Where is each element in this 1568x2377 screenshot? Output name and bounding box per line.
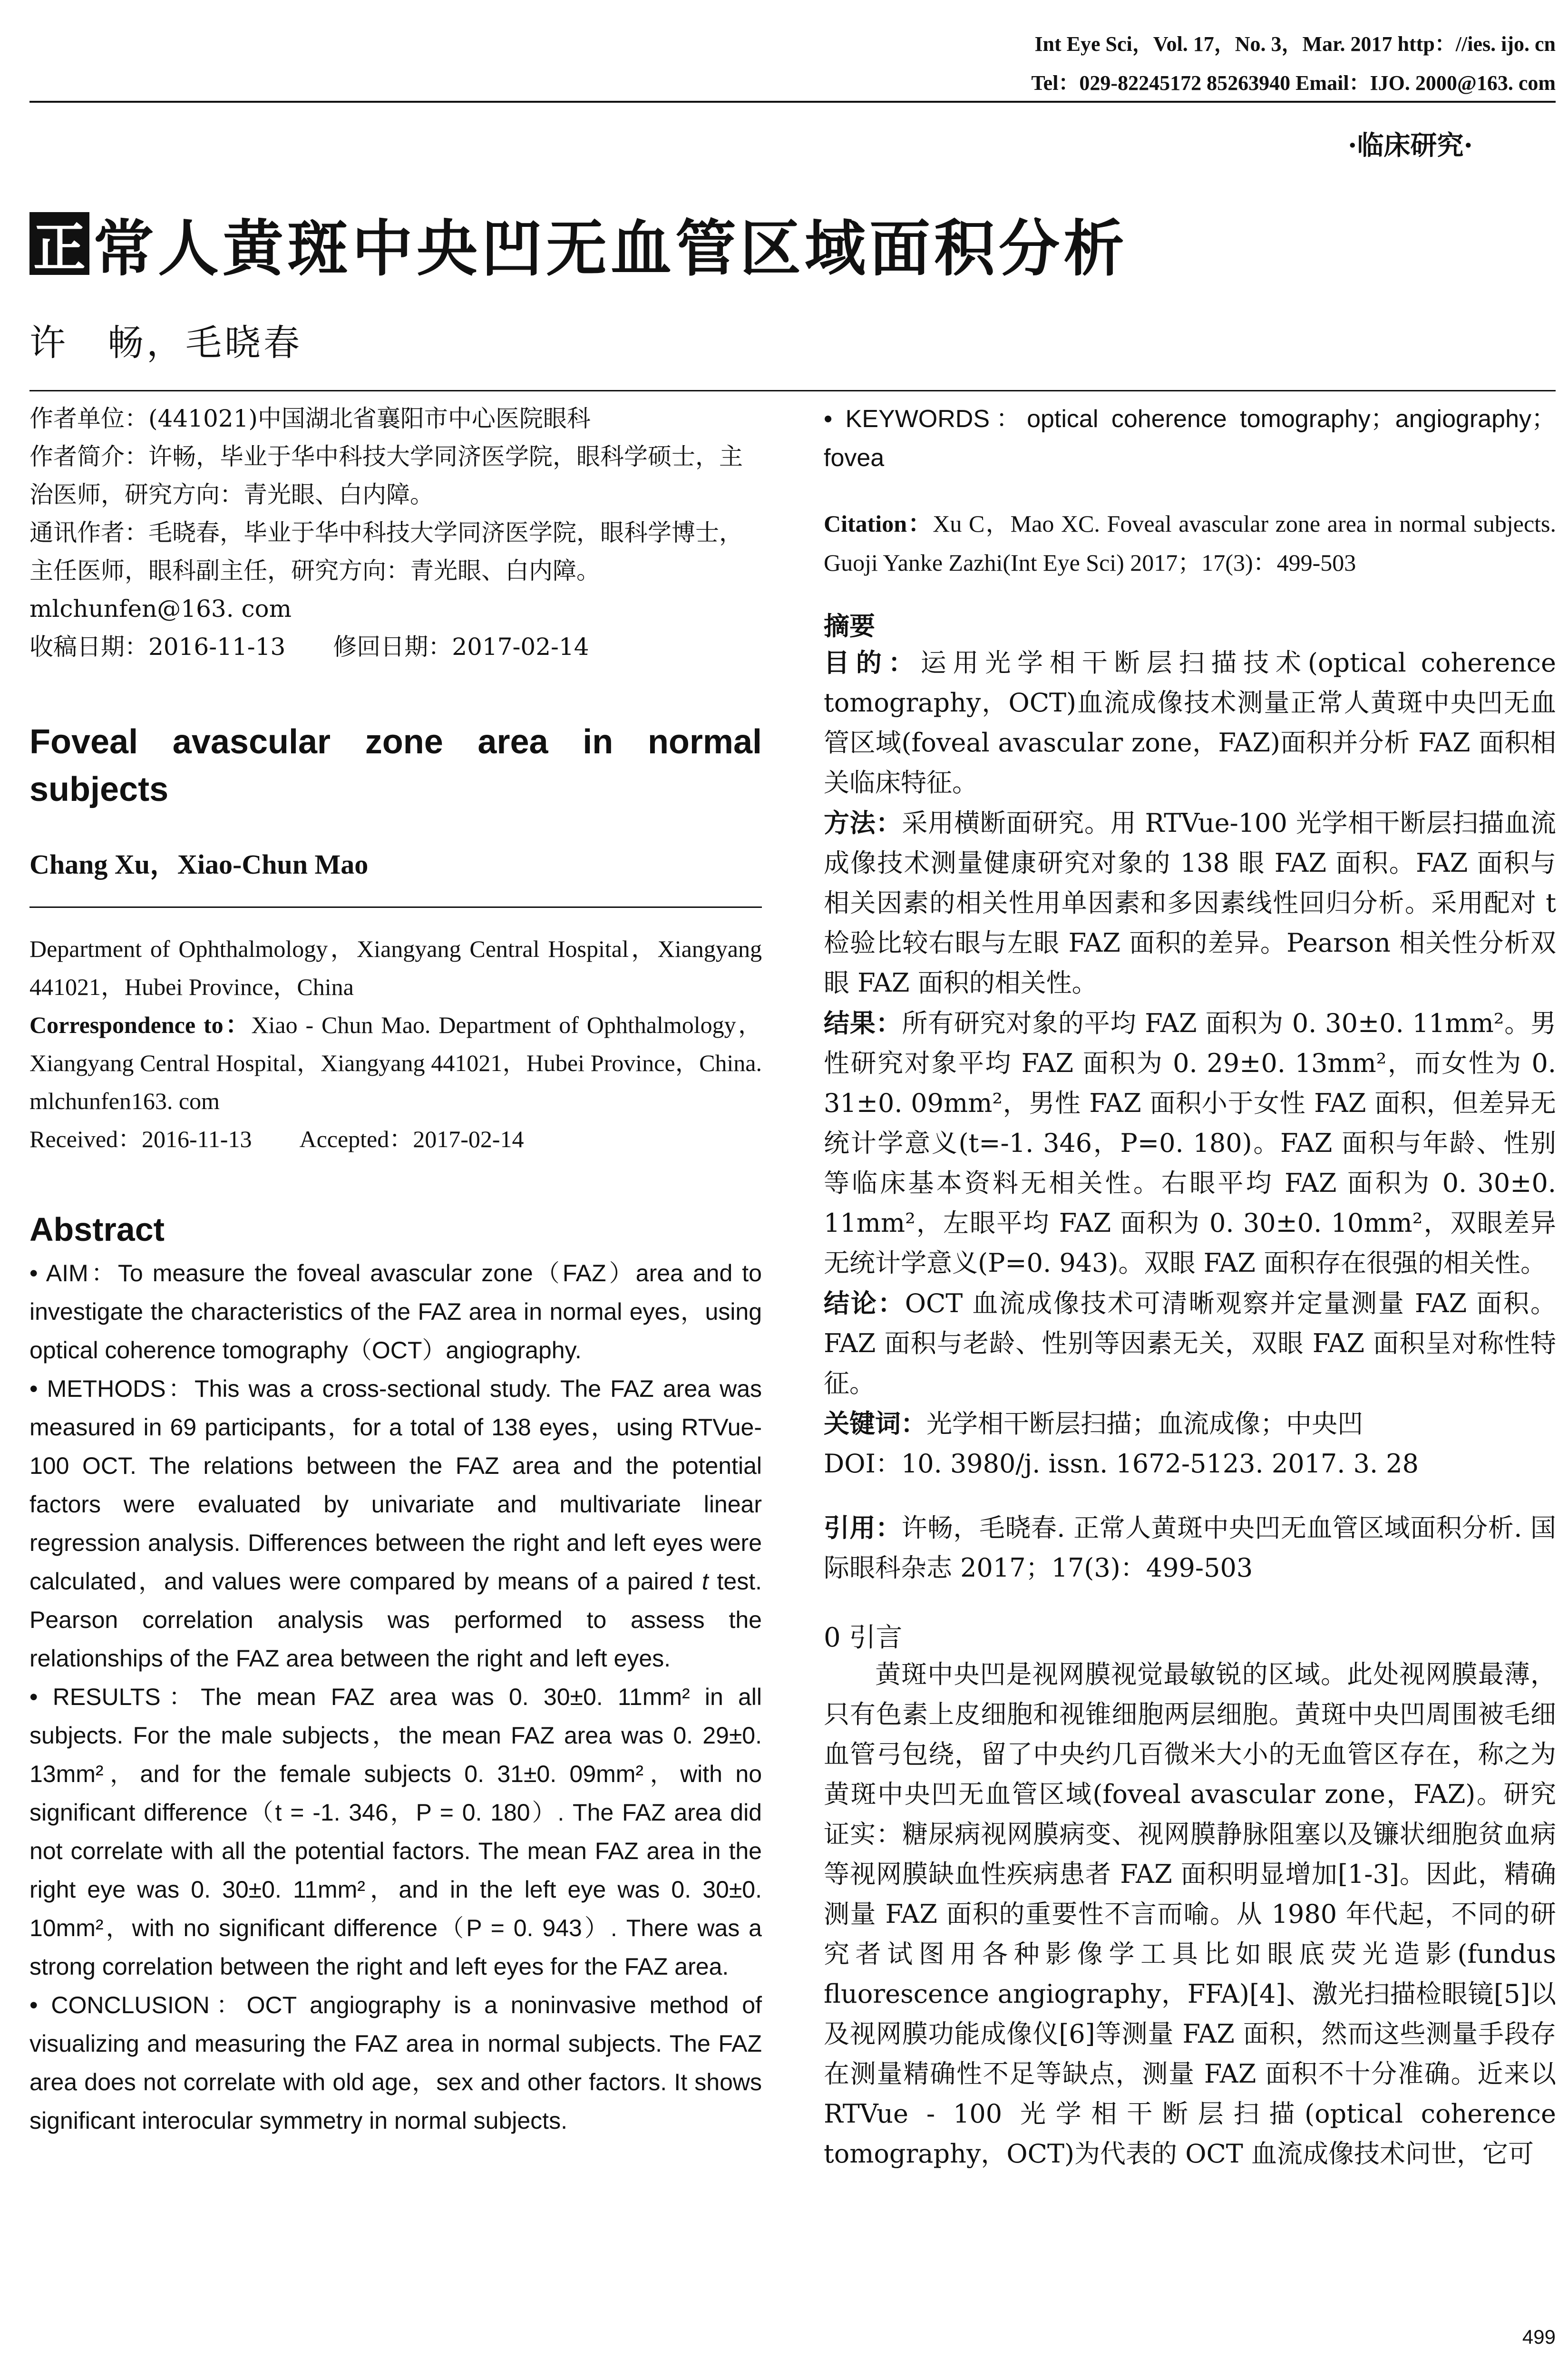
english-authors: Chang Xu，Xiao-Chun Mao <box>29 849 369 880</box>
citation-cn: 引用：许畅，毛晓春. 正常人黄斑中央凹无血管区域面积分析. 国际眼科杂志 2017；17(3)：499-503 <box>824 1512 1556 1583</box>
abstract-aim: • AIM：To measure the foveal avascular zone（FAZ）area and to investigate the characteristics of the FAZ area in normal eyes，using optical coherence tomography（OCT）angiography. <box>29 1260 762 1364</box>
received-accepted: Received：2016-11-13 Accepted：2017-02-14 <box>29 1126 524 1152</box>
doi: DOI：10. 3980/j. issn. 1672-5123. 2017. 3. 28 <box>824 1449 1419 1479</box>
intro-body <box>824 1655 1556 2174</box>
section-label: ·临床研究· <box>1348 130 1473 161</box>
right-column <box>824 399 1556 2174</box>
intro-heading: 0 引言 <box>824 1622 903 1653</box>
intro-paragraph: 黄斑中央凹是视网膜视觉最敏锐的区域。此处视网膜最薄，只有色素上皮细胞和视锥细胞两层细胞。黄斑中央凹周围被毛细血管弓包绕，留了中央约几百微米大小的无血管区存在，称之为黄斑中央凹无血管区域(foveal avascular zone，FAZ)。研究证实：糖尿病视网膜病变、视网膜静脉阻塞以及镰状细胞贫血病等视网膜缺血性疾病患者 FAZ 面积明显增加[1-3]。因此，精确测量 FAZ 面积的重要性不言而喻。从 1980 年代起，不同的研究者试图用各种影像学工具比如眼底荧光造影(fundus fluorescence angiography，FFA)[4]、激光扫描检眼镜[5]以及视网膜功能成像仪[6]等测量 FAZ 面积，然而这些测量手段存在测量精确性不足等缺点，测量 FAZ 面积不十分准确。近来以 RTVue - 100 光学相干断层扫描(optical coherence tomography，OCT)为代表的 OCT 血流成像技术问世，它可 <box>824 1659 1556 2169</box>
citation-label: Citation： <box>824 510 933 537</box>
title-text: 常人黄斑中央凹无血管区域面积分析 <box>93 213 1129 284</box>
author-divider <box>29 906 762 908</box>
abstract-cn-result: 结果：所有研究对象的平均 FAZ 面积为 0. 30±0. 11mm²。男性研究对象平均 FAZ 面积为 0. 29±0. 13mm²，而女性为 0. 31±0. 09mm²，男性 FAZ 面积小于女性 FAZ 面积，但差异无统计学意义(t=-1. 346，P=0. 180)。FAZ 面积与年龄、性别等临床基本资料无相关性。右眼平均 FAZ 面积为 0. 30±0. 11mm²，左眼平均 FAZ 面积为 0. 30±0. 10mm²，双眼差异无统计学意义(P=0. 943)。双眼 FAZ 面积存在很强的相关性。 <box>824 1008 1557 1278</box>
department: Department of Ophthalmology，Xiangyang Central Hospital，Xiangyang 441021，Hubei Province，China <box>29 935 762 1000</box>
title-first-char: 正 <box>29 212 89 275</box>
abstract-cn-body <box>824 643 1556 1484</box>
abstract-cn-aim: 目的：运用光学相干断层扫描技术(optical coherence tomography，OCT)血流成像技术测量正常人黄斑中央凹无血管区域(foveal avascular zone，FAZ)面积并分析 FAZ 面积相关临床特征。 <box>824 647 1557 798</box>
dates-cn: 收稿日期：2016-11-13 修回日期：2017-02-14 <box>29 633 589 661</box>
abstract-cn-method: 方法：采用横断面研究。用 RTVue-100 光学相干断层扫描血流成像技术测量健康研究对象的 138 眼 FAZ 面积。FAZ 面积与相关因素的相关性用单因素和多因素线性回归分析。采用配对 t 检验比较右眼与左眼 FAZ 面积的差异。Pearson 相关性分析双眼 FAZ 面积的相关性。 <box>824 808 1557 998</box>
page-number: 499 <box>1522 2326 1556 2348</box>
journal-header-line2: Tel：029-82245172 85263940 Email：IJO. 2000@163. com <box>1031 71 1556 95</box>
abstract-results: • RESULTS：The mean FAZ area was 0. 30±0. 11mm² in all subjects. For the male subjects，the mean FAZ area was 0. 29±0. 13mm²，and for the female subjects 0. 31±0. 09mm²，with no significant difference（t = -1. 346，P = 0. 180）. The FAZ area did not correlate with all the potential factors. The mean FAZ area in the right eye was 0. 30±0. 11mm²，and in the left eye was 0. 30±0. 10mm²，with no significant difference（P = 0. 943）. There was a strong correlation between the right and left eyes for the FAZ area. <box>29 1684 762 1980</box>
author-info <box>29 399 762 666</box>
left-column <box>29 399 762 2140</box>
citation <box>824 504 1556 582</box>
bio-cn: 作者简介：许畅，毕业于华中科技大学同济医学院，眼科学硕士，主治医师，研究方向：青光眼、白内障。 <box>29 443 743 508</box>
affiliation-cn: 作者单位：(441021)中国湖北省襄阳市中心医院眼科 <box>29 405 591 432</box>
journal-header-line1: Int Eye Sci，Vol. 17，No. 3，Mar. 2017 http：//ies. ijo. cn <box>1034 32 1556 56</box>
keywords-cn: 关键词：光学相干断层扫描；血流成像；中央凹 <box>824 1408 1363 1439</box>
abstract-conclusion: • CONCLUSION：OCT angiography is a noninvasive method of visualizing and measuring the FAZ area in normal subjects. The FAZ area does not correlate with old age，sex and other factors. It shows significant interocular symmetry in normal subjects. <box>29 1992 762 2134</box>
citation-text: Xu C，Mao XC. Foveal avascular zone area in normal subjects. Guoji Yanke Zazhi(Int Eye Sci) 2017；17(3)：499-503 <box>824 510 1557 576</box>
abstract-methods: • METHODS：This was a cross-sectional study. The FAZ area was measured in 69 participants，for a total of 138 eyes，using RTVue-100 OCT. The relations between the FAZ area and the potential factors were evaluated by univariate and multivariate linear regression analysis. Differences between the right and left eyes were calculated，and values were compared by means of a paired t test. Pearson correlation analysis was performed to assess the relationships of the FAZ area between the right and left eyes. <box>29 1375 762 1672</box>
authors-cn: 许 畅，毛晓春 <box>29 321 302 364</box>
english-affiliation <box>29 930 762 1158</box>
header-divider <box>29 101 1556 103</box>
page-title <box>29 200 1128 287</box>
english-title: Foveal avascular zone area in normal subjects <box>29 723 762 809</box>
correspondence-text: Xiao - Chun Mao. Department of Ophthalmology，Xiangyang Central Hospital，Xiangyang 441021，Hubei Province，China. mlchunfen163. com <box>29 1012 762 1114</box>
title-divider <box>29 390 1556 391</box>
correspondence <box>29 1006 762 1120</box>
abstract-body <box>29 1254 762 2140</box>
abstract-cn-title: 摘要 <box>824 611 875 641</box>
corresponding-cn: 通讯作者：毛晓春，毕业于华中科技大学同济医学院，眼科学博士，主任医师，眼科副主任，研究方向：青光眼、白内障。mlchunfen@163. com <box>29 519 743 623</box>
abstract-title: Abstract <box>29 1211 165 1248</box>
keywords-en: • KEYWORDS：optical coherence tomography；angiography；fovea <box>824 405 1556 472</box>
correspondence-label: Correspondence to： <box>29 1012 252 1038</box>
abstract-cn-conclusion: 结论：OCT 血流成像技术可清晰观察并定量测量 FAZ 面积。FAZ 面积与老龄、性别等因素无关，双眼 FAZ 面积呈对称性特征。 <box>824 1288 1556 1398</box>
